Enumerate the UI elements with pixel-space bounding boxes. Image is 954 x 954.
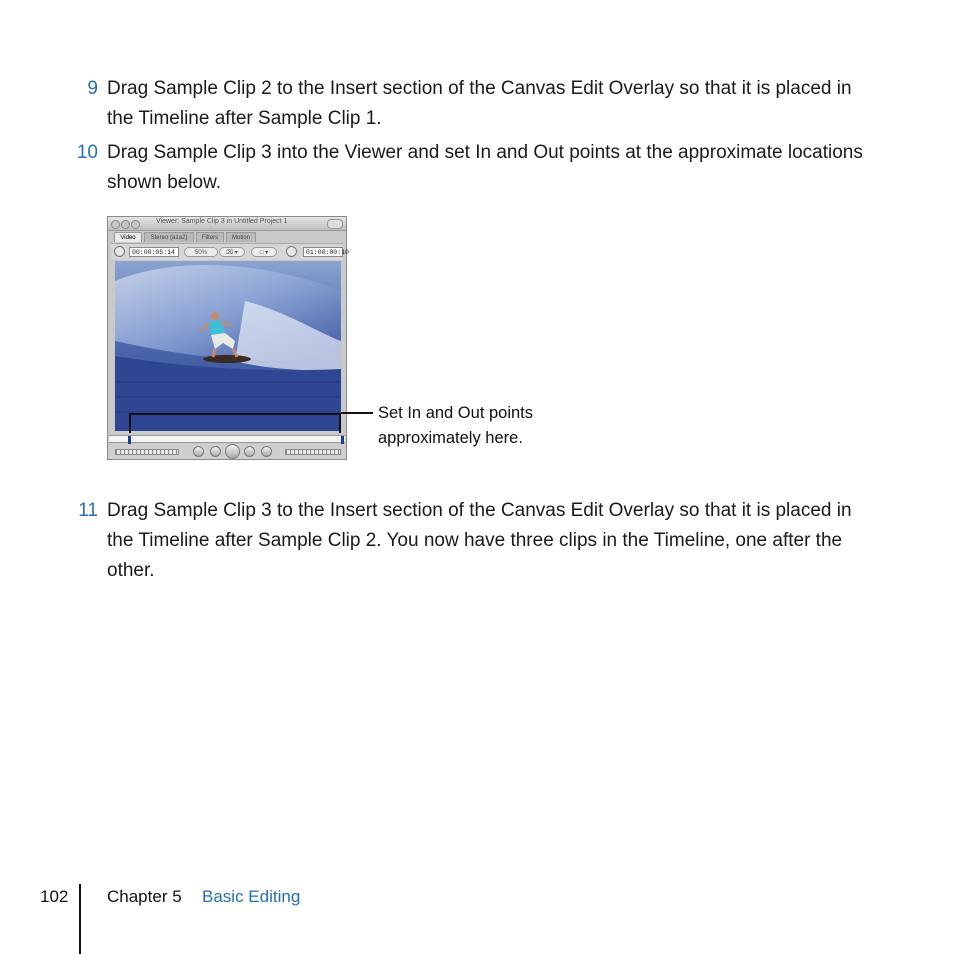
callout-line-2: approximately here. bbox=[378, 429, 523, 447]
chapter-label: Chapter 5 bbox=[107, 887, 182, 906]
shuttle-control bbox=[115, 449, 179, 455]
scrubber-bar bbox=[109, 435, 345, 443]
step-text: Drag Sample Clip 3 to the Insert section of the Canvas Edit Overlay so that it is placed in the Timeline after Sample Clip 2. You now have three clips in the Timeline, one after the other. bbox=[107, 500, 852, 581]
close-icon bbox=[111, 220, 120, 229]
callout-leader-line bbox=[341, 412, 373, 414]
step-number: 9 bbox=[87, 78, 98, 99]
step-number: 11 bbox=[78, 500, 98, 521]
tab-stereo: Stereo (a1a2) bbox=[144, 232, 194, 242]
callout-text bbox=[378, 401, 578, 451]
page-number: 102 bbox=[40, 887, 69, 906]
zoom-popup: 50% bbox=[184, 247, 218, 257]
callout-line-1: Set In and Out points bbox=[378, 404, 534, 422]
callout-bracket bbox=[129, 413, 341, 433]
tab-motion: Motion bbox=[226, 232, 256, 242]
next-edit-icon bbox=[261, 446, 272, 457]
overlay-popup-icon: □ ▾ bbox=[251, 247, 277, 257]
footer-divider bbox=[79, 884, 81, 954]
out-point-marker bbox=[341, 436, 344, 444]
play-icon bbox=[225, 444, 240, 459]
surfer-video-frame bbox=[115, 261, 341, 431]
jog-control bbox=[285, 449, 341, 455]
view-popup-icon: ⌧ ▾ bbox=[219, 247, 245, 257]
play-in-to-out-icon bbox=[210, 446, 221, 457]
timecode-duration: 00:00:05:14 bbox=[129, 247, 179, 257]
timecode-current: 01:00:00:10 bbox=[303, 247, 343, 257]
tab-filters: Filters bbox=[196, 232, 224, 242]
chapter-title-link[interactable]: Basic Editing bbox=[202, 887, 301, 906]
viewer-title: Viewer: Sample Clip 3 in Untitled Project 1 bbox=[156, 218, 288, 225]
previous-edit-icon bbox=[193, 446, 204, 457]
surfer-image bbox=[115, 261, 341, 431]
zoom-icon bbox=[131, 220, 140, 229]
viewer-titlebar bbox=[108, 217, 346, 231]
match-frame-icon bbox=[286, 246, 297, 257]
step-number: 10 bbox=[76, 142, 98, 163]
in-point-marker bbox=[128, 436, 131, 444]
viewer-controls bbox=[111, 243, 349, 260]
minimize-icon bbox=[121, 220, 130, 229]
transport-controls bbox=[109, 444, 345, 459]
jog-icon bbox=[114, 246, 125, 257]
step-text: Drag Sample Clip 2 to the Insert section of the Canvas Edit Overlay so that it is placed in the Timeline after Sample Clip 1. bbox=[107, 78, 852, 129]
tab-video: Video bbox=[114, 232, 142, 242]
play-around-icon bbox=[244, 446, 255, 457]
step-text: Drag Sample Clip 3 into the Viewer and set In and Out points at the approximate locations shown below. bbox=[107, 142, 863, 193]
toolbar-toggle-icon bbox=[327, 219, 343, 229]
